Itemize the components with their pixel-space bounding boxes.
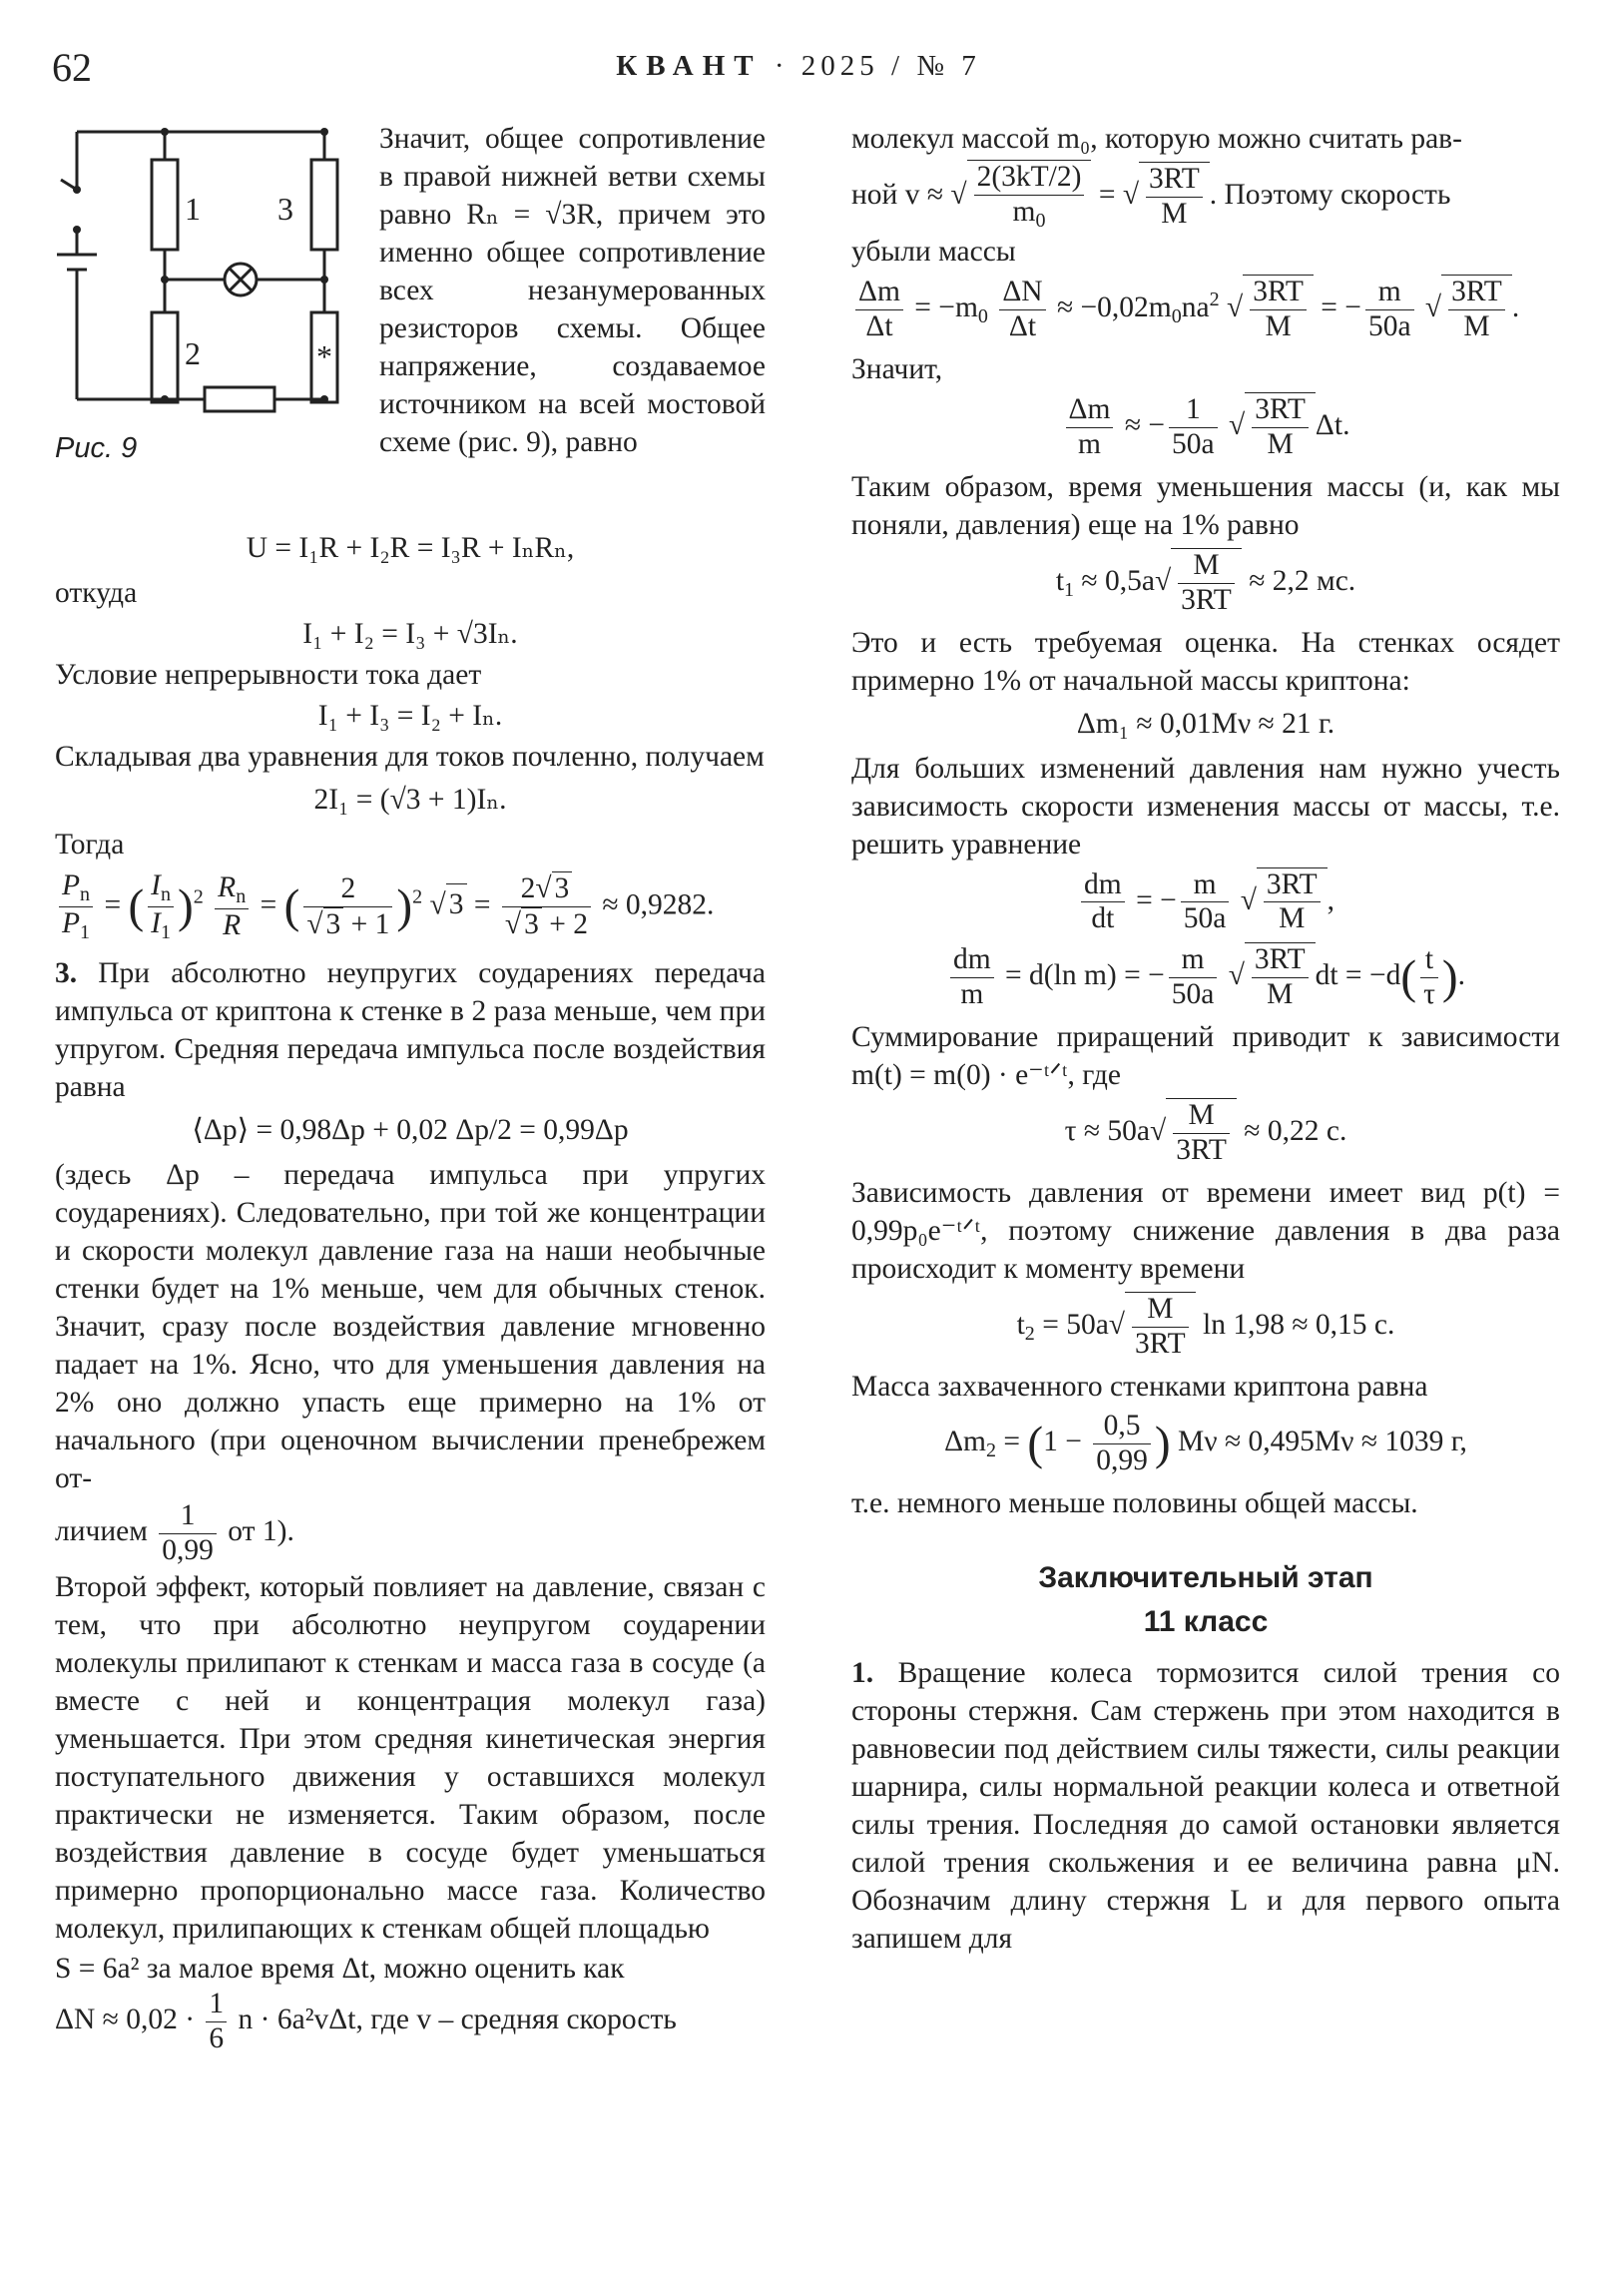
- header-separator: ·: [774, 50, 790, 82]
- paragraph-area: S = 6a² за малое время Δt, можно оценить как: [55, 1953, 625, 1985]
- label-2: 2: [185, 335, 201, 371]
- equation-dm1: Δm₁ ≈ 0,01Mν ≈ 21 г.: [1076, 707, 1335, 740]
- equation-dm-dt-ode: $\frac{dm}{dt}$ = − $\frac{m}{50a}$ √ $\frac{3RT}{M}$ ,: [851, 867, 1560, 937]
- label-1: 1: [185, 191, 201, 227]
- equation-dm2: $\Delta m_2 = (1$ − $\frac{0,5}{0,99}$ ) Mν ≈ 0,495Mν ≈ 1039 г,: [944, 1409, 1467, 1476]
- page-number: 62: [52, 45, 92, 90]
- journal-name: КВАНТ: [616, 50, 763, 82]
- left-column: [55, 524, 766, 2056]
- switch-contact-lower: [73, 226, 81, 234]
- equation-voltage: U = I₁R + I₂R = I₃R + IₙRₙ,: [246, 532, 575, 564]
- paragraph-mass-loss: убыли массы: [851, 236, 1016, 268]
- switch-contact: [73, 186, 81, 194]
- paragraph-here: (здесь Δp – передача импульса при упругих соударениях). Следовательно, при той же концентрации и скорости молекул давление газа на наши необычные стенки будет на 1% меньше, чем для обычных стенок. Значит, сразу после воздействия давление мгновенно падает на 1%. Ясно, что для уменьшения давления на 2% оно должно упасть еще примерно на 1% от начального (при оценочном вычислении пренебрежем от-: [55, 1159, 766, 1495]
- paragraph-captured-mass: Масса захваченного стенками криптона равна: [851, 1370, 1428, 1403]
- figure-side-text: Значит, общее сопротивление в правой нижней ветви схемы равно Rₙ = √3R, причем это именно общее сопротивление всех незанумерованных резисторов схемы. Общее напряжение, создаваемое источником на всей мостовой схеме (рис. 9), равно: [379, 123, 766, 458]
- paragraph-problem-3: 3. При абсолютно неупругих соударениях передача импульса от криптона к стенке в 2 раза меньше, чем при упругом. Средняя передача импульса после воздействия равна: [55, 957, 766, 1104]
- right-column: [851, 120, 1560, 1960]
- word-togda: Тогда: [55, 829, 125, 861]
- equation-momentum: ⟨Δp⟩ = 0,98Δp + 0,02 Δp/2 = 0,99Δp: [192, 1114, 629, 1147]
- paragraph-larger-changes: Для больших изменений давления нам нужно учесть зависимость скорости изменения массы от массы, т.е. решить уравнение: [851, 752, 1560, 861]
- equation-log: $\frac{dm}{m}$ = d(ln m) = − $\frac{m}{50a}$ √ $\frac{3RT}{M}$ dt = −d( $\frac{t}{\tau}$ ).: [851, 942, 1560, 1012]
- paragraph-estimate: Это и есть требуемая оценка. На стенках осядет примерно 1% от начальной массы криптона:: [851, 626, 1560, 697]
- paragraph-pressure: Зависимость давления от времени имеет вид p(t) = 0,99p₀e⁻ᵗᐟᵗ, поэтому снижение давления в два раза происходит к моменту времени: [851, 1177, 1560, 1286]
- paragraph-speed: ной v ≈ √ $\frac{2(3kT/2)}{m_0}$ = √ $\frac{3RT}{M}$ . Поэтому скорость: [851, 161, 1451, 232]
- equation-dm-m: $\frac{\Delta m}{m}$ ≈ − $\frac{1}{50a}$ √ $\frac{3RT}{M}$ Δt.: [851, 392, 1560, 462]
- equation-tau: τ ≈ 50a√ $\frac{M}{3RT}$ ≈ 0,22 с.: [1064, 1099, 1347, 1167]
- label-3: 3: [277, 191, 293, 227]
- paragraph-thus: Таким образом, время уменьшения массы (и, как мы поняли, давления) еще на 1% равно: [851, 470, 1560, 541]
- paragraph-half-mass: т.е. немного меньше половины общей массы.: [851, 1486, 1418, 1519]
- paragraph-dn: ΔN ≈ 0,02 · $\frac{1}{6}$ n · 6a²vΔt, где v – средняя скорость: [55, 1988, 677, 2054]
- paragraph-problem-1: 1. Вращение колеса тормозится силой трения со стороны стержня. Сам стержень при этом находится в равновесии под действием силы тяжести, силы реакции шарнира, силы нормальной реакции колеса и ответной силы трения. Последняя до самой остановки является силой трения скольжения и ее величина равна μN. Обозначим длину стержня L и для первого опыта запишем для: [851, 1656, 1561, 1955]
- equation-currents-1: I₁ + I₂ = I₃ + √3Iₙ.: [302, 618, 518, 650]
- section-subheading: 11 класс: [1143, 1604, 1269, 1638]
- equation-t2: $t_2 = 50a√$ $\frac{M}{3RT}$ ln 1,98 ≈ 0,15 с.: [1016, 1293, 1395, 1360]
- word-znachit: Значит,: [851, 352, 943, 385]
- label-star: *: [316, 338, 332, 374]
- paragraph-lichiem: личием $\frac{1}{0,99}$ от 1).: [55, 1499, 294, 1567]
- problem-1-number: 1.: [851, 1656, 874, 1689]
- resistor-1: [152, 160, 178, 250]
- problem-3-number: 3.: [55, 957, 78, 990]
- resistor-bottom: [205, 387, 274, 411]
- equation-dm-dt: $\frac{\Delta m}{\Delta t}$ = $-m_0$ $\frac{\Delta N}{\Delta t}$ ≈ $-0,02m_0na^2$ √ $\frac{3RT}{M}$ = − $\frac{m}{50a}$ √ $\frac{3RT}{M}$ .: [851, 275, 1560, 344]
- resistor-2: [152, 312, 178, 402]
- equation-power-ratio: $\frac{P_n}{P_1}$ = ( $\frac{I_n}{I_1}$ )$^2$ $\frac{R_n}{R}$ = ( $\frac{2}{√ 3 + 1}$ )$^2$ √ 3 = $\frac{2√ 3}{√ 3 + 2}$ ≈ 0,9282.: [55, 869, 766, 944]
- equation-currents-2: I₁ + I₃ = I₂ + Iₙ.: [317, 700, 503, 732]
- paragraph-continuity: Условие непрерывности тока дает: [55, 659, 482, 691]
- figure-caption: Рис. 9: [55, 432, 138, 464]
- paragraph-molecules: молекул массой m₀, которую можно считать рав-: [851, 123, 1462, 155]
- paragraph-second-effect: Второй эффект, который повлияет на давление, связан с тем, что при абсолютно неупругом соударении молекулы прилипают к стенкам и масса газа в сосуде (а вместе с ней и концентрация молекул газа) уменьшается. При этом средняя кинетическая энергия поступательного движения у оставшихся молекул практически не изменяется. Таким образом, после воздействия давление в сосуде будет уменьшаться примерно пропорционально массе газа. Количество молекул, прилипающих к стенкам общей площадью: [55, 1571, 766, 1945]
- word-otkuda: откуда: [55, 577, 138, 609]
- equation-2i1: 2I₁ = (√3 + 1)Iₙ.: [313, 784, 507, 816]
- resistor-3: [311, 160, 337, 250]
- power-ratio-value: ≈ 0,9282.: [602, 888, 715, 921]
- paragraph-summation: Суммирование приращений приводит к зависимости m(t) = m(0) · e⁻ᵗᐟᵗ, где: [851, 1021, 1560, 1092]
- running-head: [0, 50, 1597, 83]
- issue-number: 2025 / № 7: [800, 50, 981, 82]
- equation-t1: $t_1 \approx 0,5a√$ $\frac{M}{3RT}$ ≈ 2,2 мс.: [1055, 548, 1356, 616]
- paragraph-adding: Складывая два уравнения для токов почленно, получаем: [55, 741, 765, 773]
- section-heading: Заключительный этап: [1038, 1560, 1373, 1594]
